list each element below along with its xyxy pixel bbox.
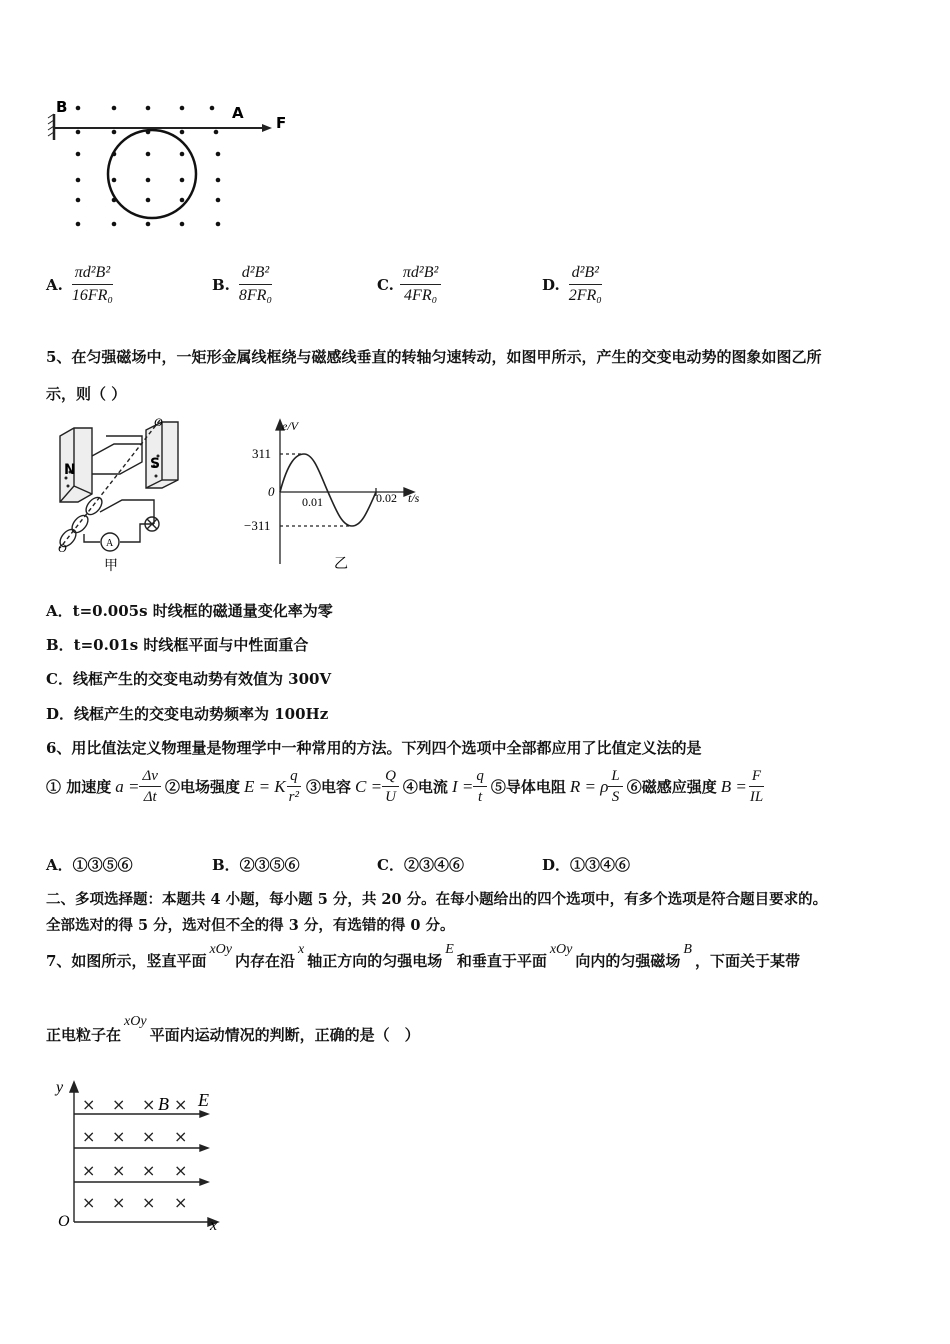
svg-text:×: ×: [112, 1127, 126, 1146]
item-3-label: ③电容: [306, 778, 352, 796]
svg-text:×: ×: [142, 1095, 156, 1114]
item-2-label: ②电场强度: [164, 778, 240, 796]
b-field-crosses: [82, 1095, 187, 1212]
label-F: F: [276, 114, 287, 132]
yi-xlabel: t/s: [408, 491, 420, 505]
q6-option-b[interactable]: B．②③⑤⑥: [212, 856, 300, 874]
q6-stem: 6、用比值法定义物理量是物理学中一种常用的方法。下列四个选项中全部都应用了比值定义法的是: [46, 739, 702, 757]
svg-text:×: ×: [112, 1161, 126, 1180]
q7-figure: [50, 1074, 240, 1244]
q4-option-d[interactable]: D. $\frac{\text{d²B²}}{\text{2FR₀}}$: [542, 264, 602, 304]
q5-stem-line1: 5、在匀强磁场中，一矩形金属线框绕与磁感线垂直的转轴匀速转动，如图甲所示，产生的交变电动势的图象如图乙所: [46, 348, 822, 366]
item-5-eq: R = ρ $\frac{L}{S}$: [570, 768, 623, 805]
svg-text:×: ×: [174, 1161, 188, 1180]
label-B-field: B: [158, 1094, 169, 1114]
section2-line1: 二、多项选择题：本题共 4 小题，每小题 5 分，共 20 分。在每小题给出的四个选项中，有多个选项是符合题目要求的。: [46, 891, 828, 908]
caption-yi: 乙: [334, 556, 348, 572]
axis-y: y: [56, 1079, 64, 1096]
item-3-eq: C = $\frac{Q}{U}$: [355, 768, 399, 805]
item-1-eq: a = $\frac{\Delta v}{\Delta t}$: [115, 768, 161, 805]
svg-text:×: ×: [142, 1161, 156, 1180]
ammeter-label: A: [106, 538, 114, 549]
q5-stem-line2: 示，则（ ）: [46, 385, 127, 403]
q7-stem-line2: 正电粒子在 xOy 平面内运动情况的判断，正确的是（ ）: [46, 1014, 420, 1044]
q7-stem-line1: 7、如图所示，竖直平面 xOy 内存在沿 x 轴正方向的匀强电场 E 和垂直于平面 xOy 向内的匀强磁场 B ，下面关于某带: [46, 942, 800, 970]
yi-x2: 0.02: [376, 491, 397, 505]
svg-text:×: ×: [82, 1095, 96, 1114]
item-2-eq: E = K $\frac{q}{\text{r²}}$: [243, 768, 299, 805]
origin-O: O: [58, 1213, 70, 1230]
q5-option-c[interactable]: C．线框产生的交变电动势有效值为 300V: [46, 670, 332, 688]
item-6-label: ⑥磁感应强度: [626, 778, 717, 796]
svg-text:×: ×: [174, 1095, 188, 1114]
label-A: A: [232, 104, 244, 122]
svg-text:×: ×: [82, 1127, 96, 1146]
yi-yneg: −311: [244, 518, 271, 533]
svg-text:×: ×: [174, 1193, 188, 1212]
field-dots: [76, 106, 221, 227]
q5-option-b[interactable]: B．t=0.01s 时线框平面与中性面重合: [46, 636, 309, 654]
label-E-field: E: [198, 1090, 209, 1110]
svg-text:×: ×: [142, 1127, 156, 1146]
caption-jia: 甲: [104, 558, 118, 574]
q6-option-d[interactable]: D．①③④⑥: [542, 856, 631, 874]
yi-x1: 0.01: [302, 495, 323, 509]
q5-option-d[interactable]: D．线框产生的交变电动势频率为 100Hz: [46, 705, 329, 723]
q5-figure-yi: [240, 416, 440, 576]
item-5-label: ⑤导体电阻: [490, 778, 566, 796]
q4-figure: [40, 96, 300, 236]
q4-option-b[interactable]: B. $\frac{\text{d²B²}}{\text{8FR₀}}$: [212, 264, 273, 304]
q6-formulas: [46, 768, 770, 805]
yi-ypos: 311: [252, 446, 272, 461]
q6-option-c[interactable]: C．②③④⑥: [377, 856, 464, 874]
item-6-eq: B = $\frac{F}{IL}$: [720, 768, 764, 805]
item-1-label: ① 加速度: [46, 778, 112, 796]
label-B: B: [56, 98, 68, 116]
q5-option-a[interactable]: A．t=0.005s 时线框的磁通量变化率为零: [46, 602, 333, 620]
q6-option-a[interactable]: A．①③⑤⑥: [46, 856, 133, 874]
svg-text:×: ×: [174, 1127, 188, 1146]
svg-text:×: ×: [82, 1193, 96, 1212]
svg-text:×: ×: [112, 1095, 126, 1114]
magnet-S: S: [150, 456, 161, 472]
section2-line2: 全部选对的得 5 分，选对但不全的得 3 分，有选错的得 0 分。: [46, 917, 455, 934]
magnet-N: N: [64, 462, 76, 478]
svg-text:×: ×: [112, 1193, 126, 1212]
axis-O-bottom: O: [58, 541, 67, 555]
axis-O-top: O: [154, 416, 163, 429]
axis-x: x: [210, 1217, 218, 1234]
yi-ylabel: e/V: [282, 419, 298, 433]
svg-text:×: ×: [82, 1161, 96, 1180]
q5-figure-jia: [44, 416, 234, 576]
svg-text:×: ×: [142, 1193, 156, 1212]
item-4-eq: I = $\frac{q}{t}$: [452, 768, 487, 805]
q4-option-a[interactable]: A. $\frac{\text{πd²B²}}{\text{16FR₀}}$: [46, 264, 113, 304]
item-4-label: ④电流: [402, 778, 448, 796]
yi-origin: 0: [268, 484, 275, 499]
q4-option-c[interactable]: C. $\frac{\text{πd²B²}}{\text{4FR₀}}$: [377, 264, 441, 305]
